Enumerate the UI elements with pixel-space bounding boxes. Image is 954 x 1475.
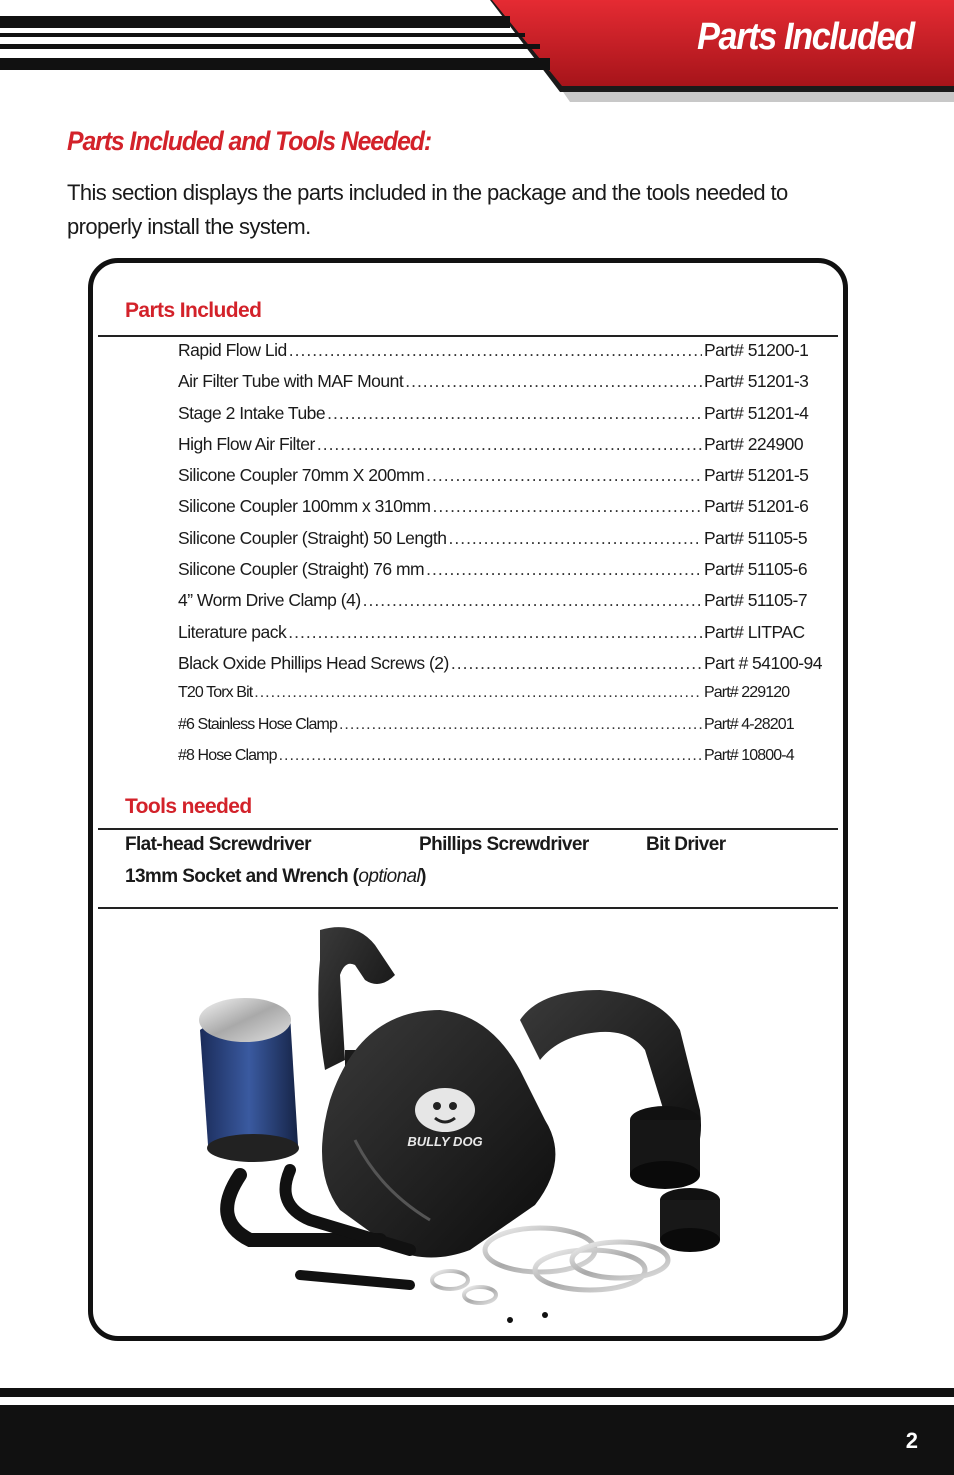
- list-item: #6 Stainless Hose Clamp ..... Part# 4-28201: [178, 716, 828, 747]
- tools-needed-label: Tools needed: [125, 795, 252, 818]
- photo-divider: [98, 907, 838, 909]
- list-item: Stage 2 Intake Tube ..... Part# 51201-4: [178, 403, 828, 434]
- tool-socket-wrench: 13mm Socket and Wrench (optional): [125, 866, 426, 887]
- list-item: T20 Torx Bit ..... Part# 229120: [178, 684, 828, 715]
- parts-list: [178, 340, 828, 778]
- list-item: Silicone Coupler 100mm x 310mm ..... Part# 51201-6: [178, 496, 828, 527]
- parts-included-label: Parts Included: [125, 299, 262, 322]
- tools-divider: [98, 828, 838, 830]
- intro-paragraph: This section displays the parts included in the package and the tools needed to properly install the system.: [67, 180, 788, 239]
- list-item: Silicone Coupler 70mm X 200mm ..... Part# 51201-5: [178, 465, 828, 496]
- list-item: Black Oxide Phillips Head Screws (2) ..... Part # 54100-94: [178, 653, 828, 684]
- product-photo: [180, 920, 780, 1340]
- parts-divider: [98, 335, 838, 337]
- list-item: High Flow Air Filter ..... Part# 224900: [178, 434, 828, 465]
- list-item: Air Filter Tube with MAF Mount ..... Part# 51201-3: [178, 371, 828, 402]
- page-number: 2: [905, 1428, 918, 1453]
- list-item: Rapid Flow Lid ..... Part# 51200-1: [178, 340, 828, 371]
- tool-phillips: Phillips Screwdriver: [419, 834, 589, 855]
- bully-dog-logo: BULLY DOG: [407, 1134, 483, 1149]
- tool-flat-head: Flat-head Screwdriver: [125, 834, 311, 855]
- header-title: Parts Included: [697, 16, 914, 58]
- list-item: Literature pack ..... Part# LITPAC: [178, 622, 828, 653]
- list-item: 4” Worm Drive Clamp (4) ..... Part# 51105-7: [178, 590, 828, 621]
- footer-banner: [0, 1388, 954, 1475]
- tool-bit-driver: Bit Driver: [646, 834, 726, 855]
- list-item: Silicone Coupler (Straight) 50 Length ..... Part# 51105-5: [178, 528, 828, 559]
- list-item: Silicone Coupler (Straight) 76 mm ..... Part# 51105-6: [178, 559, 828, 590]
- list-item: #8 Hose Clamp ..... Part# 10800-4: [178, 747, 828, 778]
- section-heading: Parts Included and Tools Needed:: [67, 126, 432, 156]
